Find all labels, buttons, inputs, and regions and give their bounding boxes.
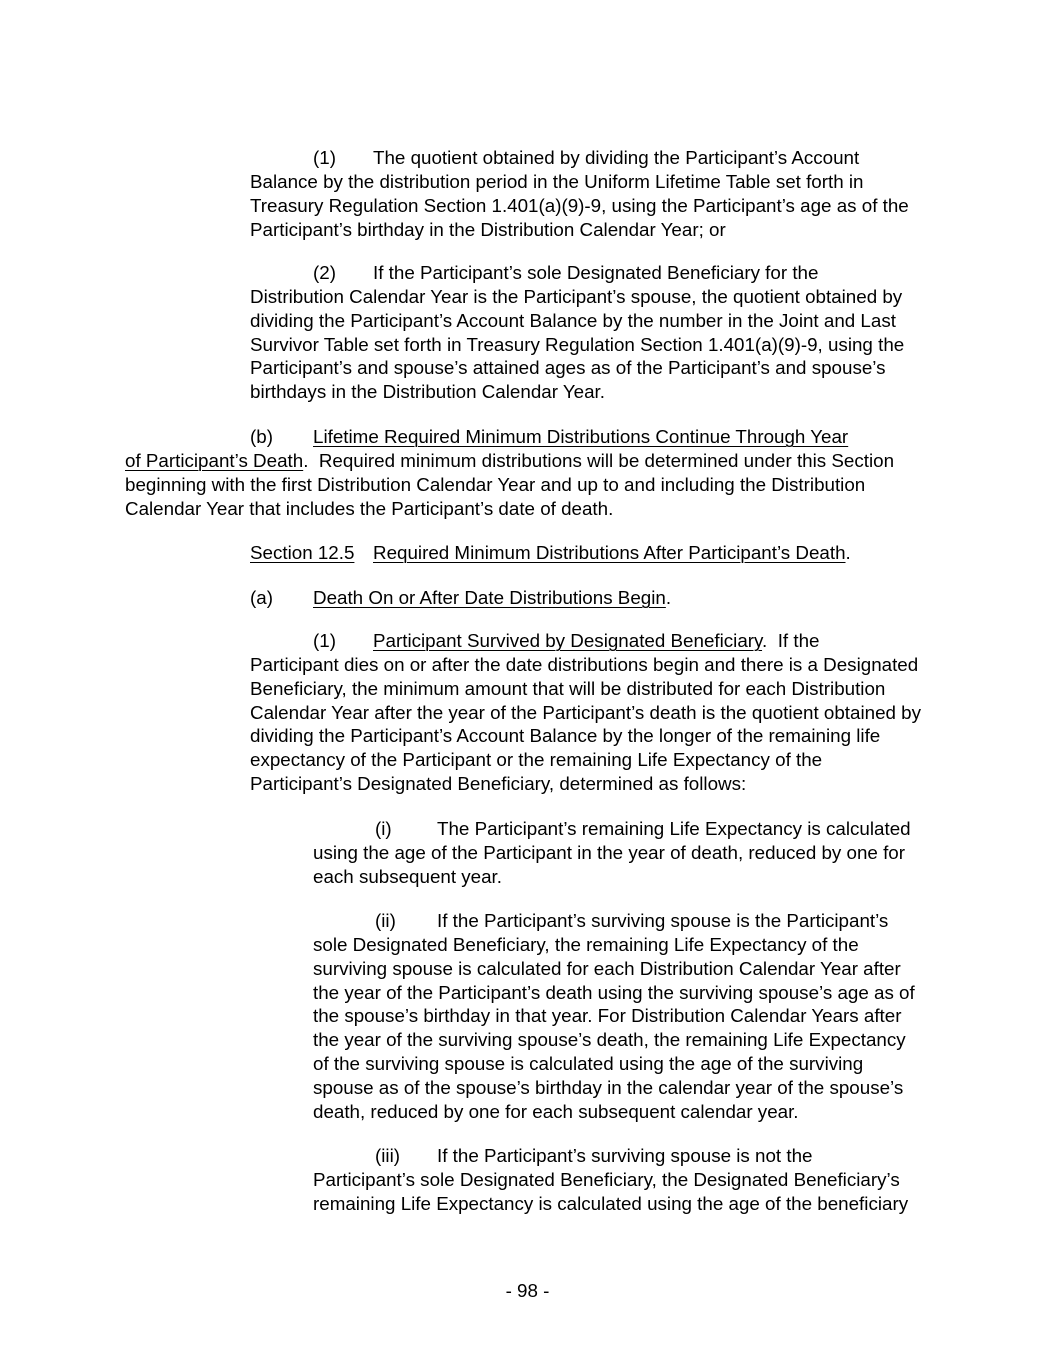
section-title-end: . (845, 542, 851, 563)
paragraph-line: birthdays in the Distribution Calendar Year. (250, 381, 605, 403)
paragraph-first-line (250, 586, 671, 610)
paragraph-line: Participant’s birthday in the Distribution Calendar Year; or (250, 218, 726, 240)
paragraph-line: using the age of the Participant in the year of death, reduced by one for (313, 841, 906, 863)
paragraph-marker: (a) (250, 587, 273, 608)
paragraph-heading: Lifetime Required Minimum Distributions Continue Through Year (313, 426, 849, 447)
paragraph-line: sole Designated Beneficiary, the remaining Life Expectancy of the (313, 933, 859, 955)
paragraph-marker: (ii) (375, 910, 396, 931)
paragraph-line-text: The quotient obtained by dividing the Participant’s Account (373, 147, 860, 168)
paragraph-line: spouse as of the spouse’s birthday in the calendar year of the spouse’s (313, 1076, 904, 1098)
paragraph-first-line (313, 817, 911, 841)
paragraph-line: the spouse’s birthday in that year. For Distribution Calendar Years after (313, 1005, 902, 1027)
paragraph-line-text: If the Participant’s surviving spouse is the Participant’s (437, 910, 889, 931)
paragraph-line: remaining Life Expectancy is calculated using the age of the beneficiary (313, 1192, 909, 1214)
paragraph-marker: (2) (313, 262, 336, 283)
paragraph-iii (313, 1144, 908, 1216)
paragraph-line-text: If the Participant’s surviving spouse is not the (437, 1145, 813, 1166)
paragraph-line: Treasury Regulation Section 1.401(a)(9)-9, using the Participant’s age as of the (250, 194, 909, 216)
paragraph-line-text: . Required minimum distributions will be determined under this Section (303, 449, 895, 471)
paragraph-line-text: If the Participant’s sole Designated Beneficiary for the (373, 262, 819, 283)
paragraph-line: Distribution Calendar Year is the Participant’s spouse, the quotient obtained by (250, 285, 903, 307)
paragraph-line: Participant dies on or after the date distributions begin and there is a Designated (250, 653, 919, 675)
page-footer (0, 1279, 1055, 1303)
paragraph-first-line (313, 1144, 908, 1168)
paragraph-heading: of Participant’s Death (125, 449, 304, 471)
paragraph-i (313, 817, 911, 889)
paragraph-marker: (iii) (375, 1145, 401, 1166)
paragraph-2 (250, 261, 904, 404)
paragraph-line: beginning with the first Distribution Calendar Year and up to and including the Distribution (125, 473, 866, 495)
paragraph-line-text: The Participant’s remaining Life Expectancy is calculated (437, 818, 911, 839)
paragraph-line: death, reduced by one for each subsequent calendar year. (313, 1100, 799, 1122)
paragraph-marker: (1) (313, 147, 336, 168)
paragraph-marker: (1) (313, 630, 336, 651)
section-heading (250, 541, 851, 565)
paragraph-ii (313, 909, 915, 1124)
paragraph-line: surviving spouse is calculated for each Distribution Calendar Year after (313, 957, 901, 979)
paragraph-first-line (250, 146, 909, 170)
paragraph-line: the year of the surviving spouse’s death, the remaining Life Expectancy (313, 1029, 906, 1051)
paragraph-line: Balance by the distribution period in the Uniform Lifetime Table set forth in (250, 170, 864, 192)
paragraph-heading: Death On or After Date Distributions Begin (313, 587, 666, 608)
paragraph-line: Participant’s Designated Beneficiary, determined as follows: (250, 773, 747, 795)
paragraph-first-line (250, 629, 921, 653)
paragraph-line: dividing the Participant’s Account Balance by the longer of the remaining life (250, 725, 881, 747)
paragraph-line: of the surviving spouse is calculated using the age of the surviving (313, 1053, 864, 1075)
paragraph-a-1 (250, 629, 921, 796)
paragraph-line: Calendar Year after the year of the Participant’s death is the quotient obtained by (250, 701, 922, 723)
paragraph-a (250, 586, 671, 610)
paragraph-1 (250, 146, 909, 241)
paragraph-line (125, 449, 894, 473)
paragraph-line: expectancy of the Participant or the remaining Life Expectancy of the (250, 749, 823, 771)
page-number: - 98 - (505, 1280, 550, 1301)
paragraph-line: Participant’s sole Designated Beneficiary, the Designated Beneficiary’s (313, 1168, 900, 1190)
section-heading-line (250, 541, 851, 565)
paragraph-line: Calendar Year that includes the Participant’s date of death. (125, 497, 614, 519)
paragraph-first-line (125, 425, 894, 449)
paragraph-line: the year of the Participant’s death using the surviving spouse’s age as of (313, 981, 915, 1003)
section-number: Section 12.5 (250, 542, 355, 563)
paragraph-heading-end: . (665, 587, 672, 608)
paragraph-marker: (i) (375, 818, 392, 839)
section-number-box (250, 541, 373, 565)
paragraph-line: Participant’s and spouse’s attained ages as of the Participant’s and spouse’s (250, 357, 886, 379)
paragraph-marker: (b) (250, 426, 273, 447)
paragraph-line-text: . If the (762, 630, 820, 651)
paragraph-first-line (313, 909, 915, 933)
paragraph-line: Beneficiary, the minimum amount that will be distributed for each Distribution (250, 677, 886, 699)
paragraph-first-line (250, 261, 904, 285)
paragraph-heading: Participant Survived by Designated Beneficiary (373, 630, 763, 651)
section-title: Required Minimum Distributions After Participant’s Death (373, 542, 846, 563)
paragraph-line: dividing the Participant’s Account Balance by the number in the Joint and Last (250, 309, 896, 331)
paragraph-line: each subsequent year. (313, 865, 502, 887)
paragraph-line: Survivor Table set forth in Treasury Regulation Section 1.401(a)(9)-9, using the (250, 333, 905, 355)
paragraph-b (125, 425, 894, 520)
